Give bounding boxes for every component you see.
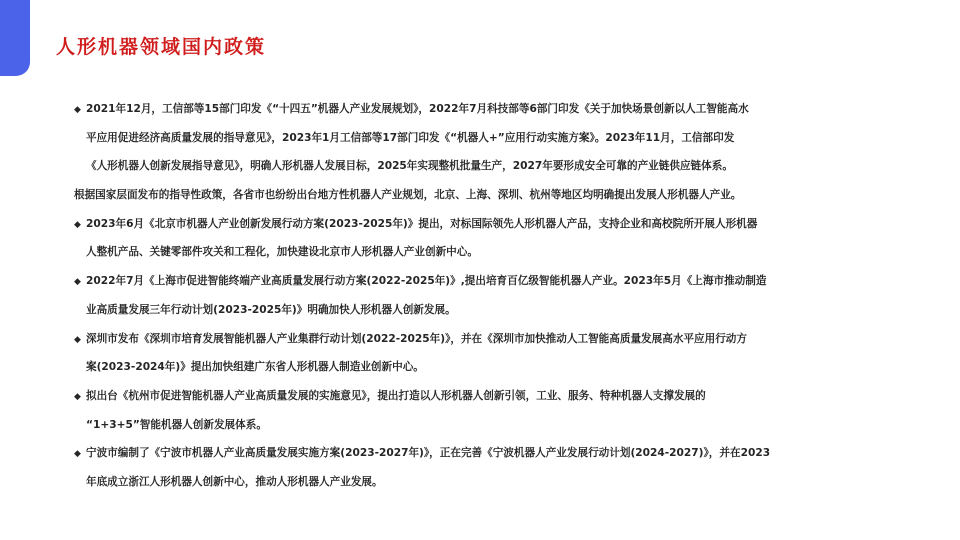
- line-text: 深圳市发布《深圳市培育发展智能机器人产业集群行动计划(2022-2025年)》，并在《深圳市加快推动人工智能高质量发展高水平应用行动方: [86, 332, 747, 345]
- text-line: [74, 353, 844, 382]
- policy-bullet-item: [74, 325, 844, 382]
- diamond-bullet-icon: ◆: [74, 105, 81, 115]
- line-text: 2021年12月，工信部等15部门印发《“十四五”机器人产业发展规划》，2022年7月科技部等6部门印发《关于加快场景创新以人工智能高水: [86, 103, 749, 115]
- line-text: 人整机产品、关键零部件攻关和工程化，加快建设北京市人形机器人产业创新中心。: [86, 246, 478, 259]
- text-line: [74, 325, 844, 354]
- diamond-bullet-icon: ◆: [74, 277, 81, 288]
- text-line: [74, 382, 844, 411]
- policy-bullet-item: [74, 95, 844, 181]
- policy-bullet-item: [74, 382, 844, 439]
- line-text: 宁波市编制了《宁波市机器人产业高质量发展实施方案(2023-2027年)》，正在完善《宁波机器人产业发展行动计划(2024-2027)》，并在2023: [86, 447, 771, 460]
- line-text: 2022年7月《上海市促进智能终端产业高质量发展行动方案(2022-2025年)》,提出培育百亿级智能机器人产业。2023年5月《上海市推动制造: [86, 275, 767, 288]
- text-line: [74, 411, 844, 440]
- line-text: 平应用促进经济高质量发展的指导意见》，2023年1月工信部等17部门印发《“机器人+”应用行动实施方案》。2023年11月，工信部印发: [86, 131, 735, 144]
- line-text: 拟出台《杭州市促进智能机器人产业高质量发展的实施意见》，提出打造以人形机器人创新引领，工业、服务、特种机器人支撑发展的: [86, 389, 706, 402]
- text-line: [74, 267, 844, 296]
- line-text: 年底成立浙江人形机器人创新中心，推动人形机器人产业发展。: [86, 475, 383, 488]
- text-line: [74, 124, 844, 153]
- policy-summary-text: [74, 181, 844, 210]
- diamond-bullet-icon: ◆: [74, 219, 81, 230]
- policy-bullet-item: [74, 267, 844, 324]
- text-line: [74, 210, 844, 239]
- diamond-bullet-icon: ◆: [74, 449, 81, 460]
- text-line: [74, 439, 844, 468]
- line-text: 业高质量发展三年行动计划(2023-2025年)》明确加快人形机器人创新发展。: [86, 303, 456, 316]
- line-text: 根据国家层面发布的指导性政策，各省市也纷纷出台地方性机器人产业规划，北京、上海、深圳、杭州等地区均明确提出发展人形机器人产业。: [74, 189, 742, 202]
- text-line: [74, 296, 844, 325]
- page-title: 人形机器领域国内政策: [56, 36, 267, 58]
- text-line: [74, 238, 844, 267]
- line-text: 《人形机器人创新发展指导意见》，明确人形机器人发展目标，2025年实现整机批量生产，2027年要形成安全可靠的产业链供应链体系。: [86, 160, 733, 173]
- line-text: 2023年6月《北京市机器人产业创新发展行动方案(2023-2025年)》提出，对标国际领先人形机器人产品，支持企业和高校院所开展人形机器: [86, 217, 758, 230]
- text-line: [74, 468, 844, 497]
- diamond-bullet-icon: ◆: [74, 334, 81, 345]
- line-text: “1+3+5”智能机器人创新发展体系。: [86, 418, 267, 431]
- accent-tab: [0, 0, 30, 76]
- diamond-bullet-icon: ◆: [74, 391, 81, 402]
- policy-list: [74, 95, 844, 497]
- policy-bullet-item: [74, 210, 844, 267]
- text-line: [74, 95, 844, 124]
- text-line: [74, 152, 844, 181]
- policy-bullet-item: [74, 439, 844, 496]
- line-text: 案(2023-2024年)》提出加快组建广东省人形机器人制造业创新中心。: [86, 361, 424, 374]
- text-line: [74, 181, 844, 210]
